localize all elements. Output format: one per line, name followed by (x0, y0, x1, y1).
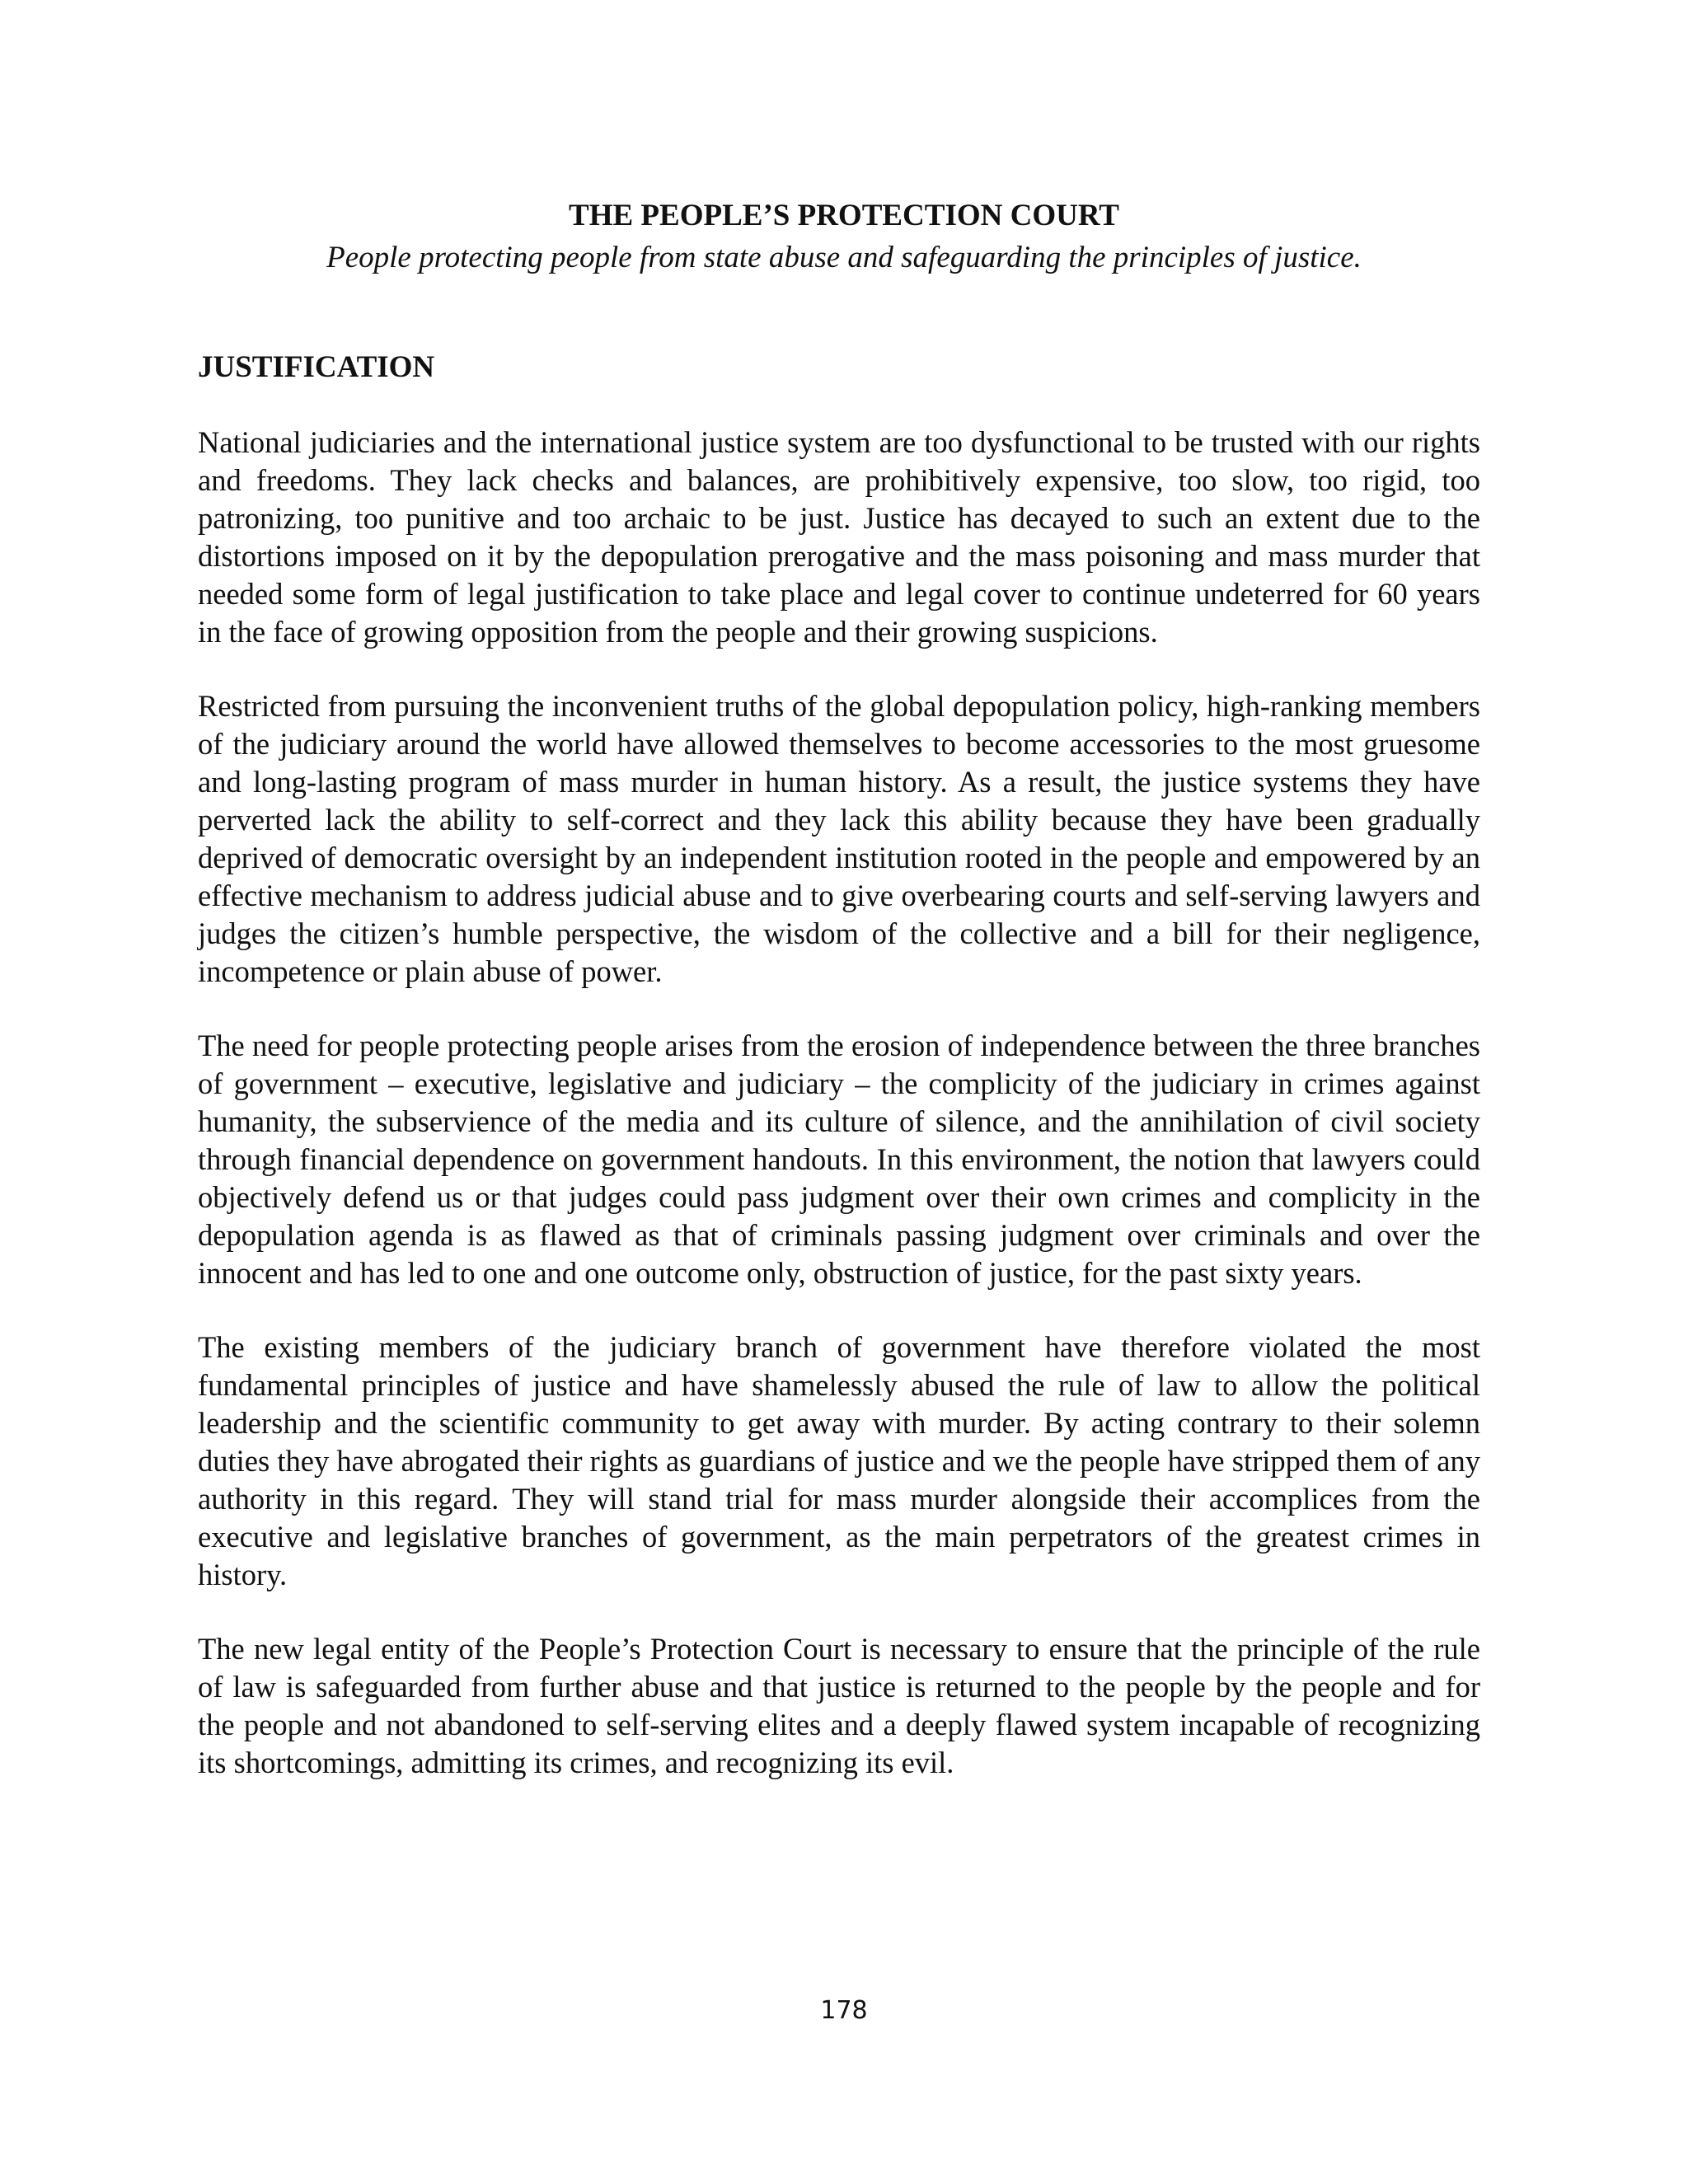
paragraph: National judiciaries and the international justice system are too dysfunctional to be trusted with our rights and freedoms. They lack checks and balances, are prohibitively expensive, too slow, too rigid, too patronizing, too punitive and too archaic to be just. Justice has decayed to such an extent due to the distortions imposed on it by the depopulation prerogative and the mass poisoning and mass murder that needed some form of legal justification to take place and legal cover to continue undeterred for 60 years in the face of growing opposition from the people and their growing suspicions. (198, 425, 1480, 649)
paragraph: The existing members of the judiciary branch of government have therefore violated the most fundamental principles of justice and have shamelessly abused the rule of law to allow the political leadership and the scientific community to get away with murder. By acting contrary to their solemn duties they have abrogated their rights as guardians of justice and we the people have stripped them of any authority in this regard. They will stand trial for mass murder alongside their accomplices from the executive and legislative branches of government, as the main perpetrators of the greatest crimes in history. (198, 1330, 1480, 1591)
section-heading: JUSTIFICATION (198, 350, 435, 384)
paragraph: The need for people protecting people arises from the erosion of independence between the three branches of government – executive, legislative and judiciary – the complicity of the judiciary in crimes against humanity, the subservience of the media and its culture of silence, and the annihilation of civil society through financial dependence on government handouts. In this environment, the notion that lawyers could objectively defend us or that judges could pass judgment over their own crimes and complicity in the depopulation agenda is as flawed as that of criminals passing judgment over criminals and over the innocent and has led to one and one outcome only, obstruction of justice, for the past sixty years. (198, 1029, 1480, 1290)
document-subtitle: People protecting people from state abuse and safeguarding the principles of justice. (326, 241, 1362, 274)
page-number: 178 (820, 1996, 868, 2025)
paragraph: Restricted from pursuing the inconvenient truths of the global depopulation policy, high-ranking members of the judiciary around the world have allowed themselves to become accessories to the most gruesome and long-lasting program of mass murder in human history. As a result, the justice systems they have perverted lack the ability to self-correct and they lack this ability because they have been gradually deprived of democratic oversight by an independent institution rooted in the people and empowered by an effective mechanism to address judicial abuse and to give overbearing courts and self-serving lawyers and judges the citizen’s humble perspective, the wisdom of the collective and a bill for their negligence, incompetence or plain abuse of power. (198, 689, 1480, 988)
document-header (198, 194, 1490, 279)
body-text (198, 424, 1480, 1818)
document-title: THE PEOPLE’S PROTECTION COURT (569, 199, 1119, 232)
paragraph: The new legal entity of the People’s Protection Court is necessary to ensure that the principle of the rule of law is safeguarded from further abuse and that justice is returned to the people by the people and for the people and not abandoned to self-serving elites and a deeply flawed system incapable of recognizing its shortcomings, admitting its crimes, and recognizing its evil. (198, 1632, 1480, 1779)
